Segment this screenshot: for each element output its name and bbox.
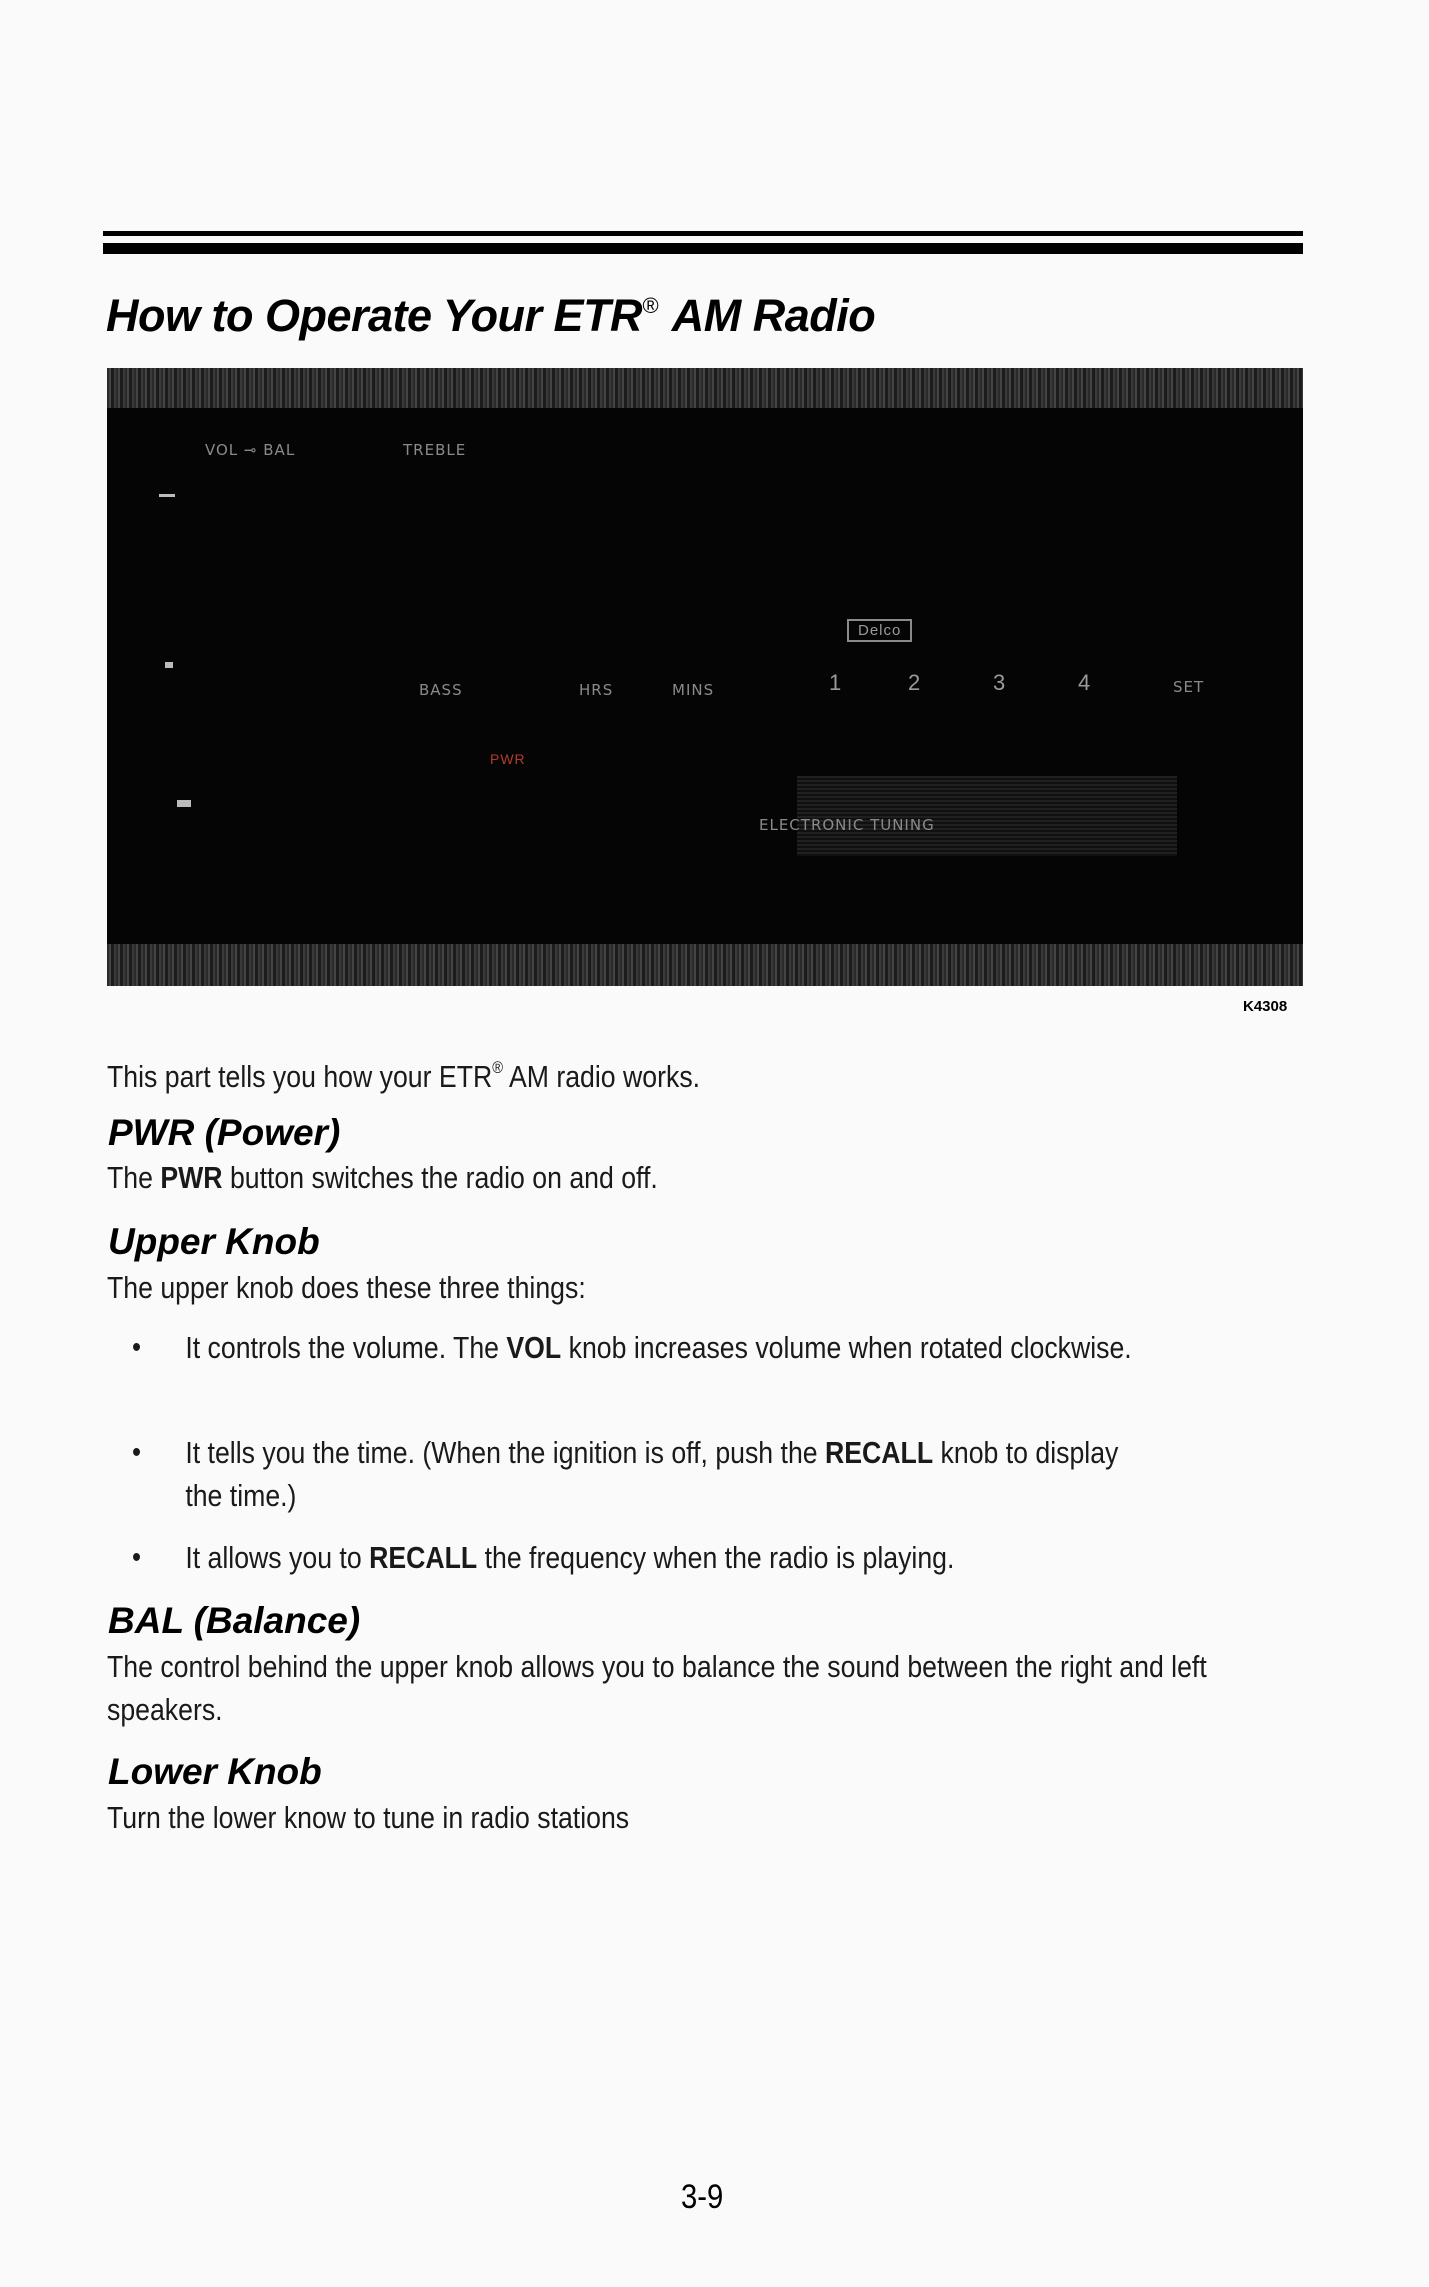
bullet-icon: • — [132, 1436, 142, 1469]
header-rule-bar — [103, 243, 1303, 254]
bal-text: The control behind the upper knob allows you to balance the sound between the right and left speakers. — [107, 1649, 1207, 1727]
label-electronic-tuning: ELECTRONIC TUNING — [759, 816, 935, 834]
intro-text: This part tells you how your ETR® AM radio works. — [107, 1058, 701, 1094]
bullet-icon: • — [132, 1541, 142, 1574]
registered-mark: ® — [642, 293, 658, 318]
list-item: • It tells you the time. (When the ignition is off, push the RECALL knob to display the time.) — [132, 1431, 1327, 1517]
label-treble: TREBLE — [403, 441, 467, 459]
label-mins: MINS — [672, 681, 715, 699]
label-vol-bal: VOL ⊸ BAL — [205, 441, 296, 459]
label-set: SET — [1173, 678, 1205, 696]
page-number: 3-9 — [681, 2178, 724, 2216]
lower-knob-text: Turn the lower know to tune in radio stations — [107, 1800, 630, 1835]
heading-upper-knob: Upper Knob — [108, 1221, 320, 1262]
radio-top-edge — [107, 368, 1303, 408]
preset-1: 1 — [829, 670, 842, 695]
bullet-icon: • — [132, 1331, 142, 1364]
heading-bal: BAL (Balance) — [108, 1600, 361, 1641]
pwr-text: The PWR button switches the radio on and off. — [107, 1160, 658, 1195]
delco-logo: Delco — [847, 619, 912, 642]
radio-bottom-edge — [107, 944, 1303, 986]
upper-knob-intro: The upper knob does these three things: — [107, 1270, 586, 1305]
heading-lower-knob: Lower Knob — [108, 1751, 322, 1792]
knob-tick-mark — [159, 494, 175, 497]
radio-illustration — [107, 368, 1303, 986]
label-pwr: PWR — [490, 751, 526, 767]
preset-3: 3 — [993, 670, 1006, 695]
knob-tick-mark — [165, 662, 173, 668]
heading-pwr: PWR (Power) — [108, 1112, 341, 1153]
label-hrs: HRS — [579, 681, 614, 699]
list-item: • It controls the volume. The VOL knob increases volume when rotated clockwise. — [132, 1326, 1327, 1369]
page-title: How to Operate Your ETR® AM Radio — [106, 290, 876, 341]
list-item: • It allows you to RECALL the frequency when the radio is playing. — [132, 1536, 1327, 1579]
label-bass: BASS — [419, 681, 463, 699]
figure-code: K4308 — [1243, 998, 1288, 1015]
header-rule-thick — [103, 231, 1303, 236]
knob-tick-mark — [177, 800, 191, 807]
preset-4: 4 — [1078, 670, 1091, 695]
preset-2: 2 — [908, 670, 921, 695]
